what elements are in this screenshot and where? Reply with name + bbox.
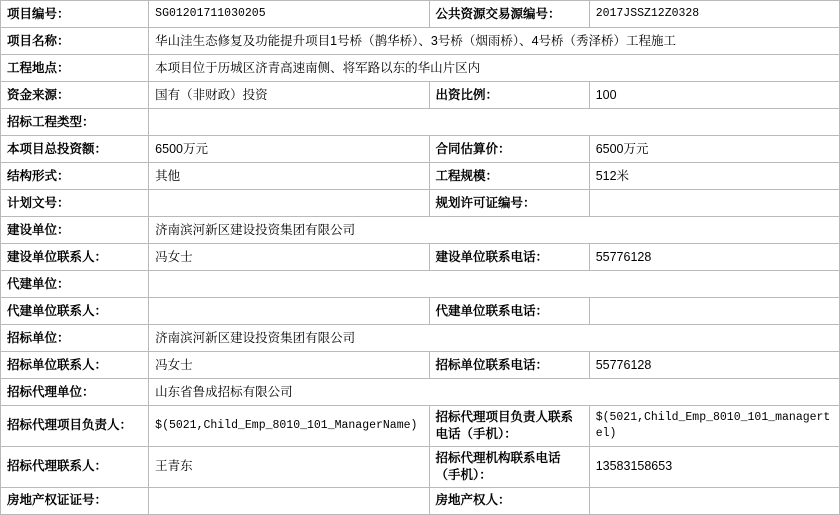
table-row [1,136,840,163]
field-value: 济南滨河新区建设投资集团有限公司 [149,325,840,352]
field-value: 冯女士 [149,352,429,379]
field-label: 工程地点： [1,55,149,82]
table-row [1,379,840,406]
field-value: 山东省鲁成招标有限公司 [149,379,840,406]
field-label: 结构形式： [1,163,149,190]
table-row [1,271,840,298]
field-value: $(5021,Child_Emp_8010_101_ManagerName) [149,406,429,447]
field-label: 建设单位联系电话： [429,244,589,271]
field-value: 王青东 [149,446,429,487]
table-row [1,325,840,352]
field-value: 6500万元 [149,136,429,163]
field-label: 招标单位联系电话： [429,352,589,379]
table-row [1,28,840,55]
field-label: 代建单位联系电话： [429,298,589,325]
field-value: 济南滨河新区建设投资集团有限公司 [149,217,840,244]
table-row [1,406,840,447]
field-label: 公共资源交易源编号： [429,1,589,28]
field-value [589,487,839,514]
field-label: 项目编号： [1,1,149,28]
field-value: 512米 [589,163,839,190]
field-label: 建设单位： [1,217,149,244]
field-value [149,487,429,514]
table-row [1,487,840,514]
field-label: 招标代理项目负责人联系电话（手机）： [429,406,589,447]
field-label: 合同估算价： [429,136,589,163]
table-row [1,82,840,109]
field-value [149,190,429,217]
field-value: 本项目位于历城区济青高速南侧、将军路以东的华山片区内 [149,55,840,82]
field-value [589,298,839,325]
field-label: 房地产权人： [429,487,589,514]
field-label: 招标代理单位： [1,379,149,406]
field-label: 代建单位联系人： [1,298,149,325]
field-label: 计划文号： [1,190,149,217]
field-label: 规划许可证编号： [429,190,589,217]
field-value: 13583158653 [589,446,839,487]
field-label: 招标代理机构联系电话（手机）： [429,446,589,487]
field-value: 55776128 [589,352,839,379]
field-value: SG01201711030205 [149,1,429,28]
table-row [1,217,840,244]
table-row [1,190,840,217]
field-value: 国有（非财政）投资 [149,82,429,109]
field-label: 招标单位： [1,325,149,352]
table-body [1,1,840,515]
field-value: 55776128 [589,244,839,271]
table-row [1,298,840,325]
table-row [1,163,840,190]
field-value: 华山洼生态修复及功能提升项目1号桥（鹊华桥）、3号桥（烟雨桥）、4号桥（秀泽桥）工程施工 [149,28,840,55]
field-label: 工程规模： [429,163,589,190]
field-value [149,109,840,136]
table-row [1,352,840,379]
field-value [149,298,429,325]
field-value: 100 [589,82,839,109]
field-label: 代建单位： [1,271,149,298]
field-value: 2017JSSZ12Z0328 [589,1,839,28]
field-value: 其他 [149,163,429,190]
field-value: 6500万元 [589,136,839,163]
field-label: 招标单位联系人： [1,352,149,379]
field-label: 招标工程类型： [1,109,149,136]
field-value [149,271,840,298]
table-row [1,244,840,271]
field-label: 出资比例： [429,82,589,109]
field-label: 招标代理项目负责人： [1,406,149,447]
field-label: 项目名称： [1,28,149,55]
table-row [1,1,840,28]
table-row [1,109,840,136]
table-row [1,446,840,487]
field-value: 冯女士 [149,244,429,271]
table-row [1,55,840,82]
field-value [589,190,839,217]
field-label: 本项目总投资额： [1,136,149,163]
field-label: 房地产权证证号： [1,487,149,514]
field-label: 招标代理联系人： [1,446,149,487]
field-label: 建设单位联系人： [1,244,149,271]
field-value: $(5021,Child_Emp_8010_101_managertel) [589,406,839,447]
field-label: 资金来源： [1,82,149,109]
